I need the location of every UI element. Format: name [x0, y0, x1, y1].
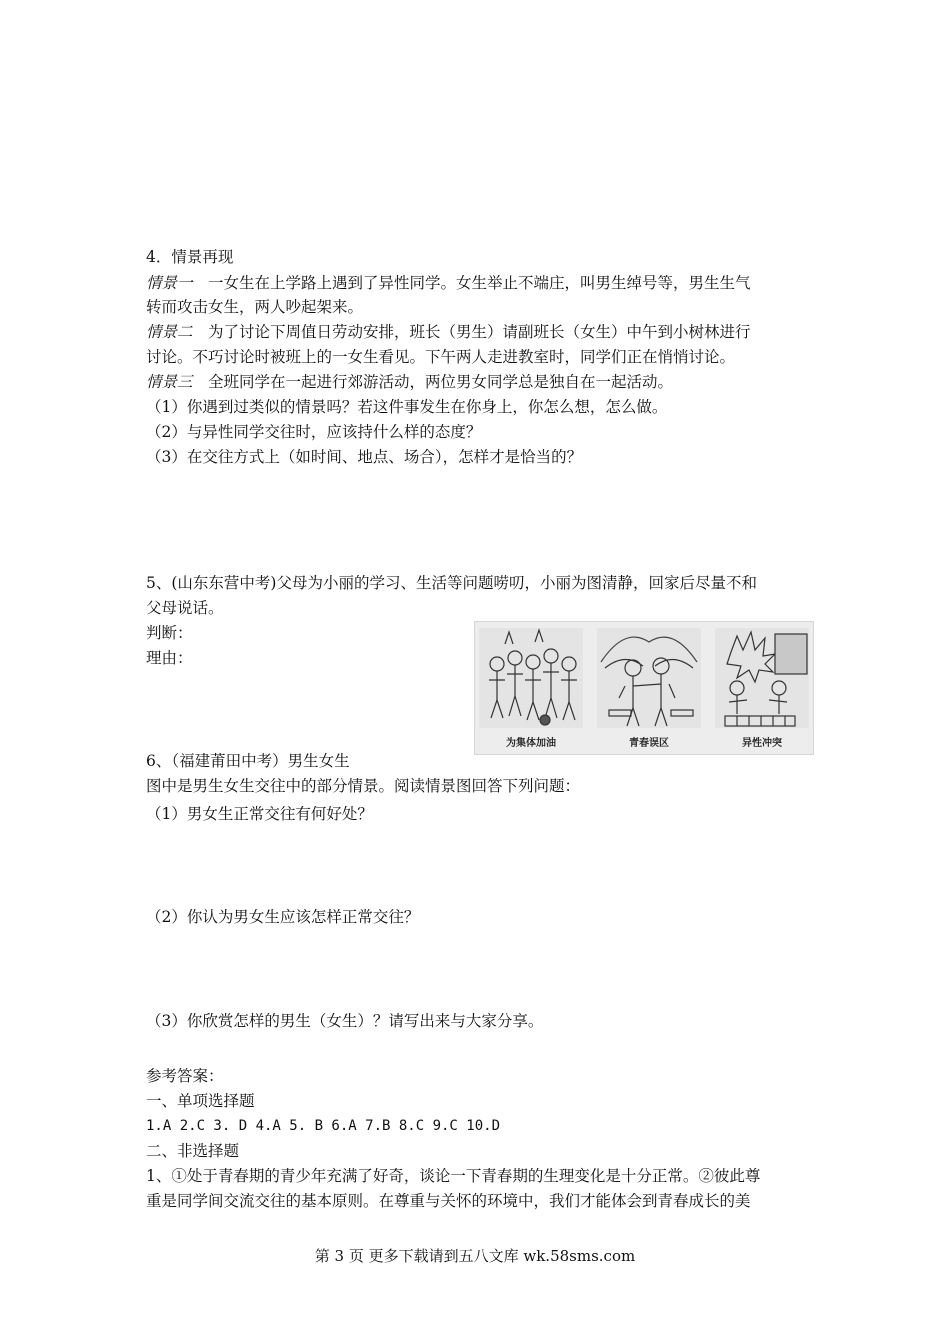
section-6-question-3: （3）你欣赏怎样的男生（女生）？请写出来与大家分享。	[146, 1012, 544, 1030]
answers-part-1: 一、单项选择题	[146, 1092, 255, 1110]
section-5-line-1: 5、(山东东营中考)父母为小丽的学习、生活等问题唠叨，小丽为图清静，回家后尽量不和	[146, 574, 757, 592]
section-4-heading: 4．情景再现	[146, 248, 234, 266]
section-4-question-3: （3）在交往方式上（如时间、地点、场合），怎样才是恰当的？	[146, 448, 583, 466]
scene-3-text: 全班同学在一起进行郊游活动，两位男女同学总是独自在一起活动。	[192, 373, 674, 391]
section-4-question-2: （2）与异性同学交往时，应该持什么样的态度？	[146, 423, 482, 441]
answers-part-2: 二、非选择题	[146, 1142, 240, 1160]
panel-conflict	[715, 628, 809, 728]
section-6-intro: 图中是男生女生交往中的部分情景。阅读情景图回答下列问题：	[146, 777, 581, 795]
judgement-label: 判断：	[146, 624, 193, 642]
answers-part-1-list: 1.A 2.C 3. D 4.A 5. B 6.A 7.B 8.C 9.C 10.D	[146, 1118, 501, 1134]
scene-1-line-1	[146, 272, 751, 294]
scene-1-label: 情景一	[146, 274, 193, 292]
answers-title: 参考答案：	[146, 1067, 224, 1085]
figure-illustration	[475, 622, 813, 754]
scene-2-line-1	[146, 321, 751, 343]
page-footer: 第 3 页 更多下载请到五八文库 wk.58sms.com	[314, 1247, 636, 1265]
panel-cheering	[479, 628, 583, 728]
scene-3-label: 情景三	[146, 373, 193, 391]
panel-misconception	[597, 628, 701, 728]
scene-2-label: 情景二	[146, 323, 193, 341]
caption-cheering: 为集体加油	[506, 738, 556, 749]
caption-misconception: 青春误区	[629, 738, 669, 749]
section-6-title: 6、（福建莆田中考）男生女生	[146, 752, 350, 770]
reason-label: 理由：	[146, 649, 193, 667]
answer-1-line-2: 重是同学间交流交往的基本原则。在尊重与关怀的环境中，我们才能体会到青春成长的美	[146, 1192, 751, 1210]
section-6-question-2: （2）你认为男女生应该怎样正常交往？	[146, 908, 420, 926]
interaction-scenes-figure	[474, 621, 814, 755]
scene-2-line-2: 讨论。不巧讨论时被班上的一女生看见。下午两人走进教室时，同学们正在悄悄讨论。	[146, 348, 736, 366]
section-4-question-1: （1）你遇到过类似的情景吗？若这件事发生在你身上，你怎么想，怎么做。	[146, 398, 668, 416]
caption-conflict: 异性冲突	[742, 738, 782, 749]
scene-1-line-2: 转而攻击女生，两人吵起架来。	[146, 298, 364, 316]
section-5-line-2: 父母说话。	[146, 599, 224, 617]
section-6-question-1: （1）男女生正常交往有何好处？	[146, 805, 373, 823]
scene-3-line-1	[146, 371, 673, 393]
scene-1-text: 一女生在上学路上遇到了异性同学。女生举止不端庄，叫男生绰号等，男生生气	[192, 274, 751, 292]
scene-2-text: 为了讨论下周值日劳动安排，班长（男生）请副班长（女生）中午到小树林进行	[192, 323, 751, 341]
answer-1-line-1: 1、①处于青春期的青少年充满了好奇，谈论一下青春期的生理变化是十分正常。②彼此尊	[146, 1167, 761, 1185]
